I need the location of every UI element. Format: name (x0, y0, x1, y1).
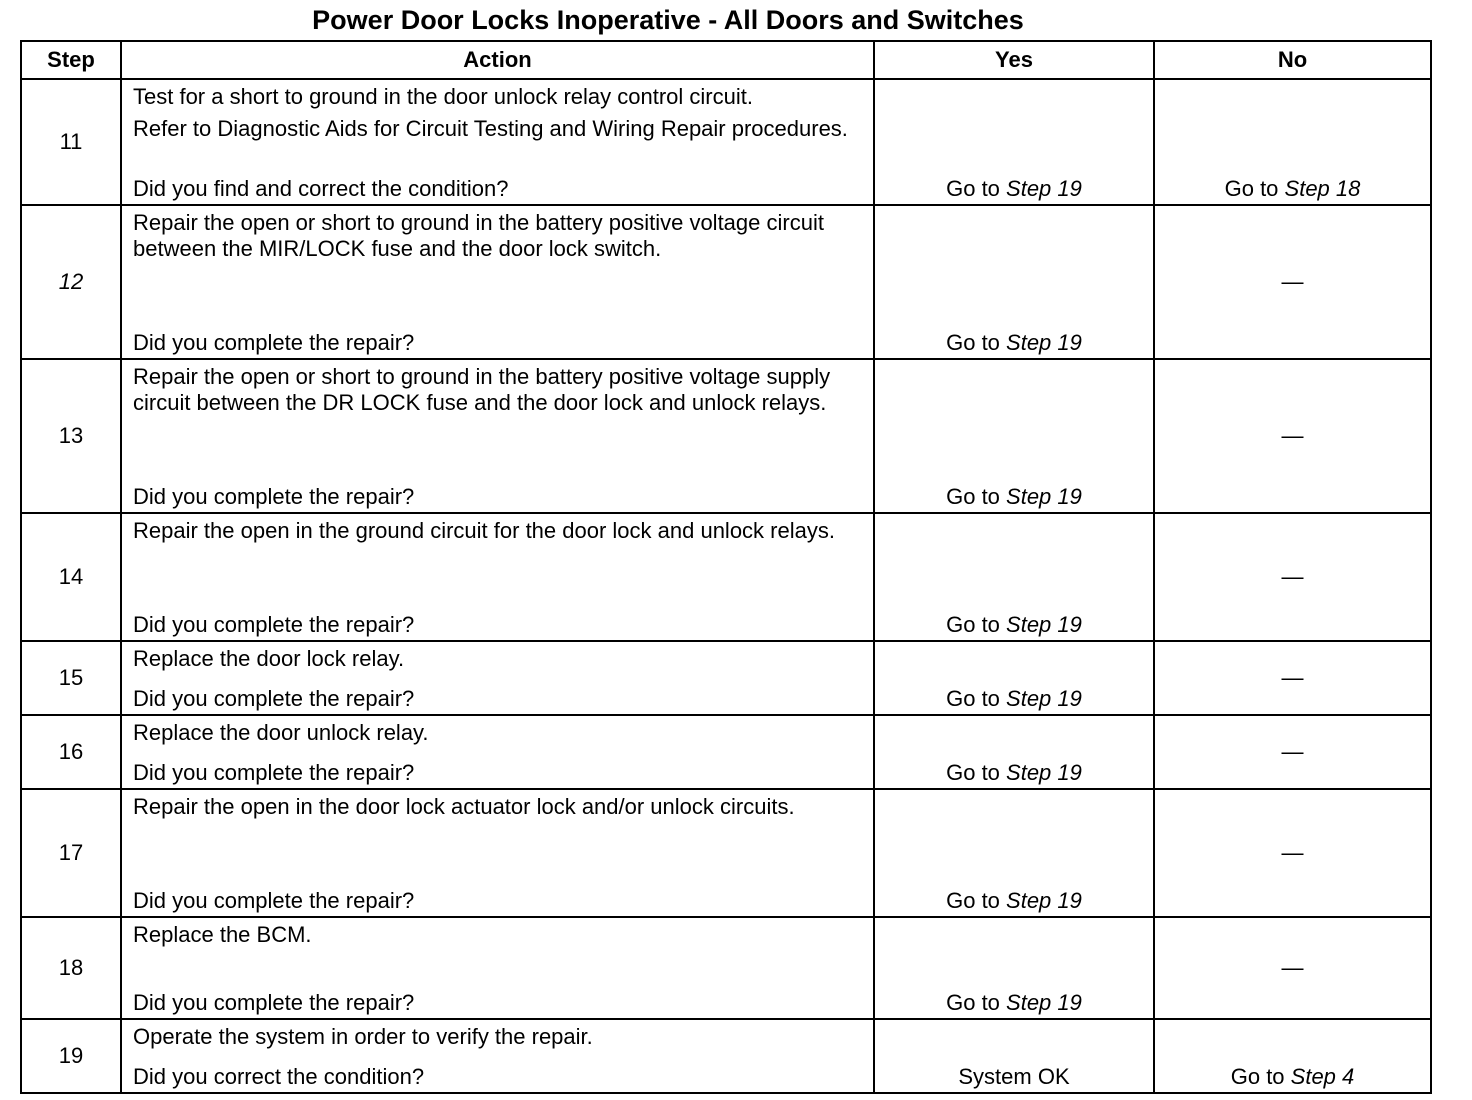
step-number: 16 (21, 715, 121, 789)
yes-prefix: Go to (946, 484, 1007, 509)
yes-step-ref: Step 19 (1006, 484, 1082, 509)
yes-cell (874, 641, 1154, 715)
step-number: 17 (21, 789, 121, 917)
yes-step-ref: Step 19 (1006, 330, 1082, 355)
action-text: Repair the open or short to ground in the battery positive voltage circuit between the MIR/LOCK fuse and the door lock switch. (133, 210, 824, 261)
action-question: Did you complete the repair? (133, 686, 415, 711)
action-cell (121, 789, 874, 917)
no-prefix: Go to (1224, 176, 1285, 201)
action-cell (121, 641, 874, 715)
action-cell (121, 359, 874, 513)
yes-prefix: Go to (946, 612, 1007, 637)
step-number: 19 (21, 1019, 121, 1093)
yes-step-ref: Step 19 (1006, 176, 1082, 201)
no-cell (1154, 1019, 1431, 1093)
yes-cell (874, 789, 1154, 917)
table-row (21, 789, 1431, 917)
yes-prefix: Go to (946, 686, 1007, 711)
action-cell (121, 79, 874, 205)
no-cell (1154, 715, 1431, 789)
action-cell (121, 205, 874, 359)
yes-step-ref: Step 19 (1006, 990, 1082, 1015)
page-title: Power Door Locks Inoperative - All Doors and Switches (312, 5, 1024, 35)
no-cell (1154, 359, 1431, 513)
action-question: Did you complete the repair? (133, 612, 415, 637)
action-text: Replace the door lock relay. (133, 646, 405, 671)
no-cell (1154, 789, 1431, 917)
action-text: Test for a short to ground in the door unlock relay control circuit. (133, 84, 753, 109)
yes-cell (874, 359, 1154, 513)
no-dash: — (1281, 564, 1304, 589)
table-row (21, 917, 1431, 1019)
action-cell (121, 1019, 874, 1093)
action-question: Did you complete the repair? (133, 888, 415, 913)
no-cell (1154, 513, 1431, 641)
table-row (21, 513, 1431, 641)
table-row (21, 79, 1431, 205)
table-row (21, 205, 1431, 359)
yes-step-ref: Step 19 (1006, 612, 1082, 637)
diagnostic-table (20, 40, 1432, 1094)
action-question: Did you find and correct the condition? (133, 176, 509, 201)
table-row (21, 641, 1431, 715)
action-cell (121, 715, 874, 789)
no-dash: — (1281, 840, 1304, 865)
yes-cell (874, 917, 1154, 1019)
table-row (21, 1019, 1431, 1093)
yes-cell (874, 205, 1154, 359)
header-action: Action (121, 41, 874, 79)
yes-text: System OK (958, 1064, 1070, 1089)
action-text: Repair the open in the door lock actuator lock and/or unlock circuits. (133, 794, 795, 819)
no-cell (1154, 205, 1431, 359)
yes-cell (874, 513, 1154, 641)
no-dash: — (1281, 269, 1304, 294)
action-question: Did you complete the repair? (133, 990, 415, 1015)
table-row (21, 359, 1431, 513)
yes-step-ref: Step 19 (1006, 686, 1082, 711)
action-question: Did you complete the repair? (133, 760, 415, 785)
header-yes: Yes (874, 41, 1154, 79)
no-dash: — (1281, 739, 1304, 764)
action-cell (121, 513, 874, 641)
no-dash: — (1281, 423, 1304, 448)
action-cell (121, 917, 874, 1019)
no-cell (1154, 641, 1431, 715)
action-text: Replace the door unlock relay. (133, 720, 429, 745)
yes-step-ref: Step 19 (1006, 888, 1082, 913)
step-number: 14 (21, 513, 121, 641)
action-text: Refer to Diagnostic Aids for Circuit Testing and Wiring Repair procedures. (133, 116, 848, 141)
no-cell (1154, 79, 1431, 205)
table-header-row (21, 41, 1431, 79)
yes-prefix: Go to (946, 760, 1007, 785)
action-question: Did you correct the condition? (133, 1064, 425, 1089)
yes-prefix: Go to (946, 176, 1007, 201)
yes-prefix: Go to (946, 888, 1007, 913)
step-number: 18 (21, 917, 121, 1019)
action-text: Repair the open or short to ground in the battery positive voltage supply circuit between the DR LOCK fuse and the door lock and unlock relays. (133, 364, 831, 415)
no-prefix: Go to (1230, 1064, 1291, 1089)
header-step: Step (21, 41, 121, 79)
no-step-ref: Step 4 (1290, 1064, 1355, 1089)
yes-prefix: Go to (946, 330, 1007, 355)
no-dash: — (1281, 955, 1304, 980)
no-step-ref: Step 18 (1284, 176, 1361, 201)
table-row (21, 715, 1431, 789)
yes-cell (874, 79, 1154, 205)
action-question: Did you complete the repair? (133, 330, 415, 355)
action-question: Did you complete the repair? (133, 484, 415, 509)
no-cell (1154, 917, 1431, 1019)
action-text: Repair the open in the ground circuit for the door lock and unlock relays. (133, 518, 835, 543)
yes-cell (874, 1019, 1154, 1093)
header-no: No (1154, 41, 1431, 79)
step-number: 15 (21, 641, 121, 715)
yes-cell (874, 715, 1154, 789)
step-number: 12 (21, 205, 121, 359)
action-text: Replace the BCM. (133, 922, 312, 947)
step-number: 13 (21, 359, 121, 513)
step-number: 11 (21, 79, 121, 205)
action-text: Operate the system in order to verify the repair. (133, 1024, 593, 1049)
yes-step-ref: Step 19 (1006, 760, 1082, 785)
yes-prefix: Go to (946, 990, 1007, 1015)
no-dash: — (1281, 665, 1304, 690)
